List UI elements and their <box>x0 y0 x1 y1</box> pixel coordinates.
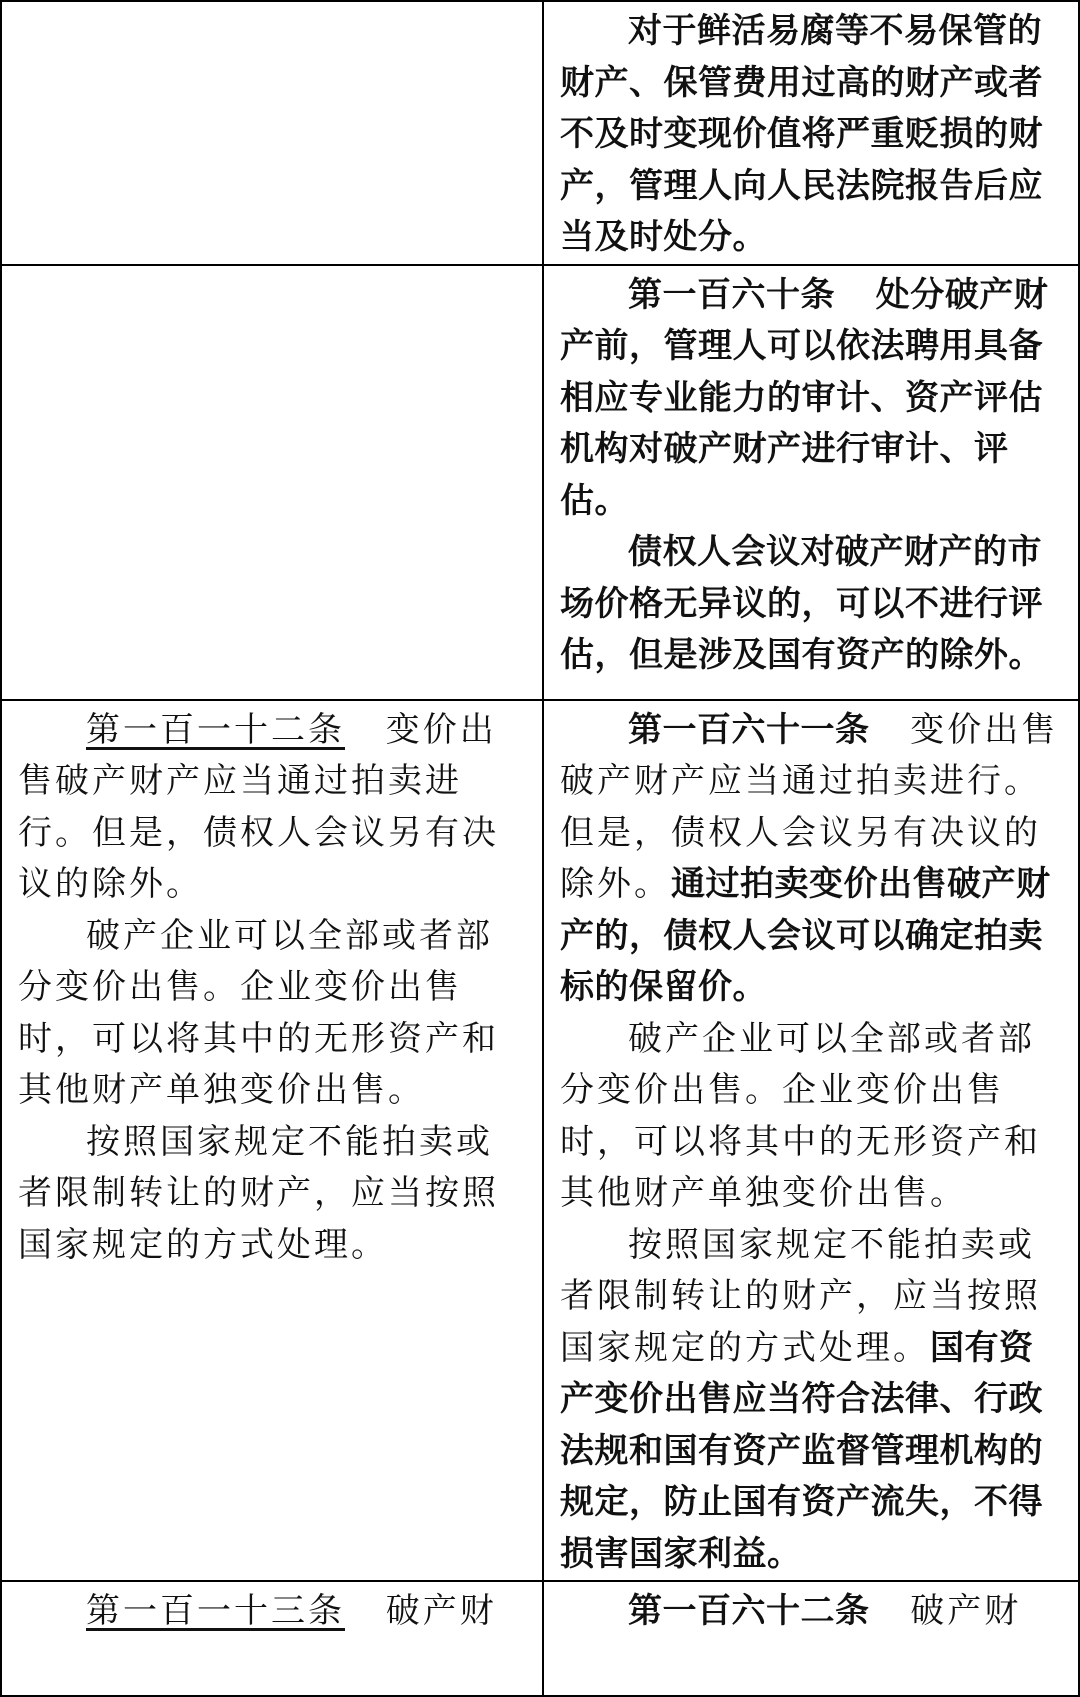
new-law-cell <box>543 700 1079 1582</box>
table-row <box>1 700 1079 1582</box>
paragraph-text: 破产财 <box>910 1591 1022 1631</box>
paragraph <box>560 1220 1064 1581</box>
old-law-cell <box>1 1 543 265</box>
paragraph-text: 按照国家规定不能拍卖或者限制转让的财产，应当按照国家规定的方式处理。 <box>560 1224 1041 1368</box>
paragraph <box>560 1586 1064 1638</box>
paragraph <box>560 6 1064 264</box>
paragraph-text: 破产企业可以全部或者部分变价出售。企业变价出售时，可以将其中的无形资产和其他财产单独变价出售。 <box>18 915 499 1110</box>
paragraph <box>18 705 528 911</box>
paragraph-text: 变价出售破产财产应当通过拍卖进行。但是，债权人会议另有决议的除外。 <box>560 709 1059 904</box>
old-law-cell <box>1 1581 543 1696</box>
article-number: 第一百六十一条 <box>628 709 870 750</box>
article-number: 第一百六十条 <box>628 274 835 315</box>
added-text: 国有资产变价出售应当符合法律、行政法规和国有资产监督管理机构的规定，防止国有资产流失，不得损害国家利益。 <box>560 1327 1043 1574</box>
new-law-cell <box>543 1 1079 265</box>
article-number: 第一百一十二条 <box>86 709 345 750</box>
article-number: 第一百六十二条 <box>628 1591 870 1631</box>
paragraph <box>18 1586 528 1638</box>
paragraph <box>18 1117 528 1272</box>
added-text: 通过拍卖变价出售破产财产的，债权人会议可以确定拍卖标的保留价。 <box>560 864 1051 1007</box>
paragraph-text: 处分破产财产前，管理人可以依法聘用具备相应专业能力的审计、资产评估机构对破产财产进行审计、评估。 <box>560 274 1049 521</box>
paragraph-text: 按照国家规定不能拍卖或者限制转让的财产，应当按照国家规定的方式处理。 <box>18 1121 499 1265</box>
paragraph-text: 债权人会议对破产财产的市场价格无异议的，可以不进行评估，但是涉及国有资产的除外。 <box>560 532 1043 675</box>
table-row <box>1 1581 1079 1696</box>
article-number: 第一百一十三条 <box>86 1591 345 1631</box>
paragraph <box>18 911 528 1117</box>
old-law-cell <box>1 265 543 700</box>
old-law-cell <box>1 700 543 1582</box>
table-row <box>1 265 1079 700</box>
paragraph-text: 破产财 <box>385 1591 497 1631</box>
paragraph <box>560 705 1064 1014</box>
paragraph <box>560 270 1064 528</box>
paragraph <box>560 527 1064 682</box>
paragraph-text: 破产企业可以全部或者部分变价出售。企业变价出售时，可以将其中的无形资产和其他财产单独变价出售。 <box>560 1018 1041 1213</box>
paragraph-text: 对于鲜活易腐等不易保管的财产、保管费用过高的财产或者不及时变现价值将严重贬损的财产，管理人向人民法院报告后应当及时处分。 <box>560 11 1043 257</box>
new-law-cell <box>543 1581 1079 1696</box>
table-row <box>1 1 1079 265</box>
paragraph <box>560 1014 1064 1220</box>
new-law-cell <box>543 265 1079 700</box>
paragraph-text: 变价出售破产财产应当通过拍卖进行。但是，债权人会议另有决议的除外。 <box>18 709 499 904</box>
